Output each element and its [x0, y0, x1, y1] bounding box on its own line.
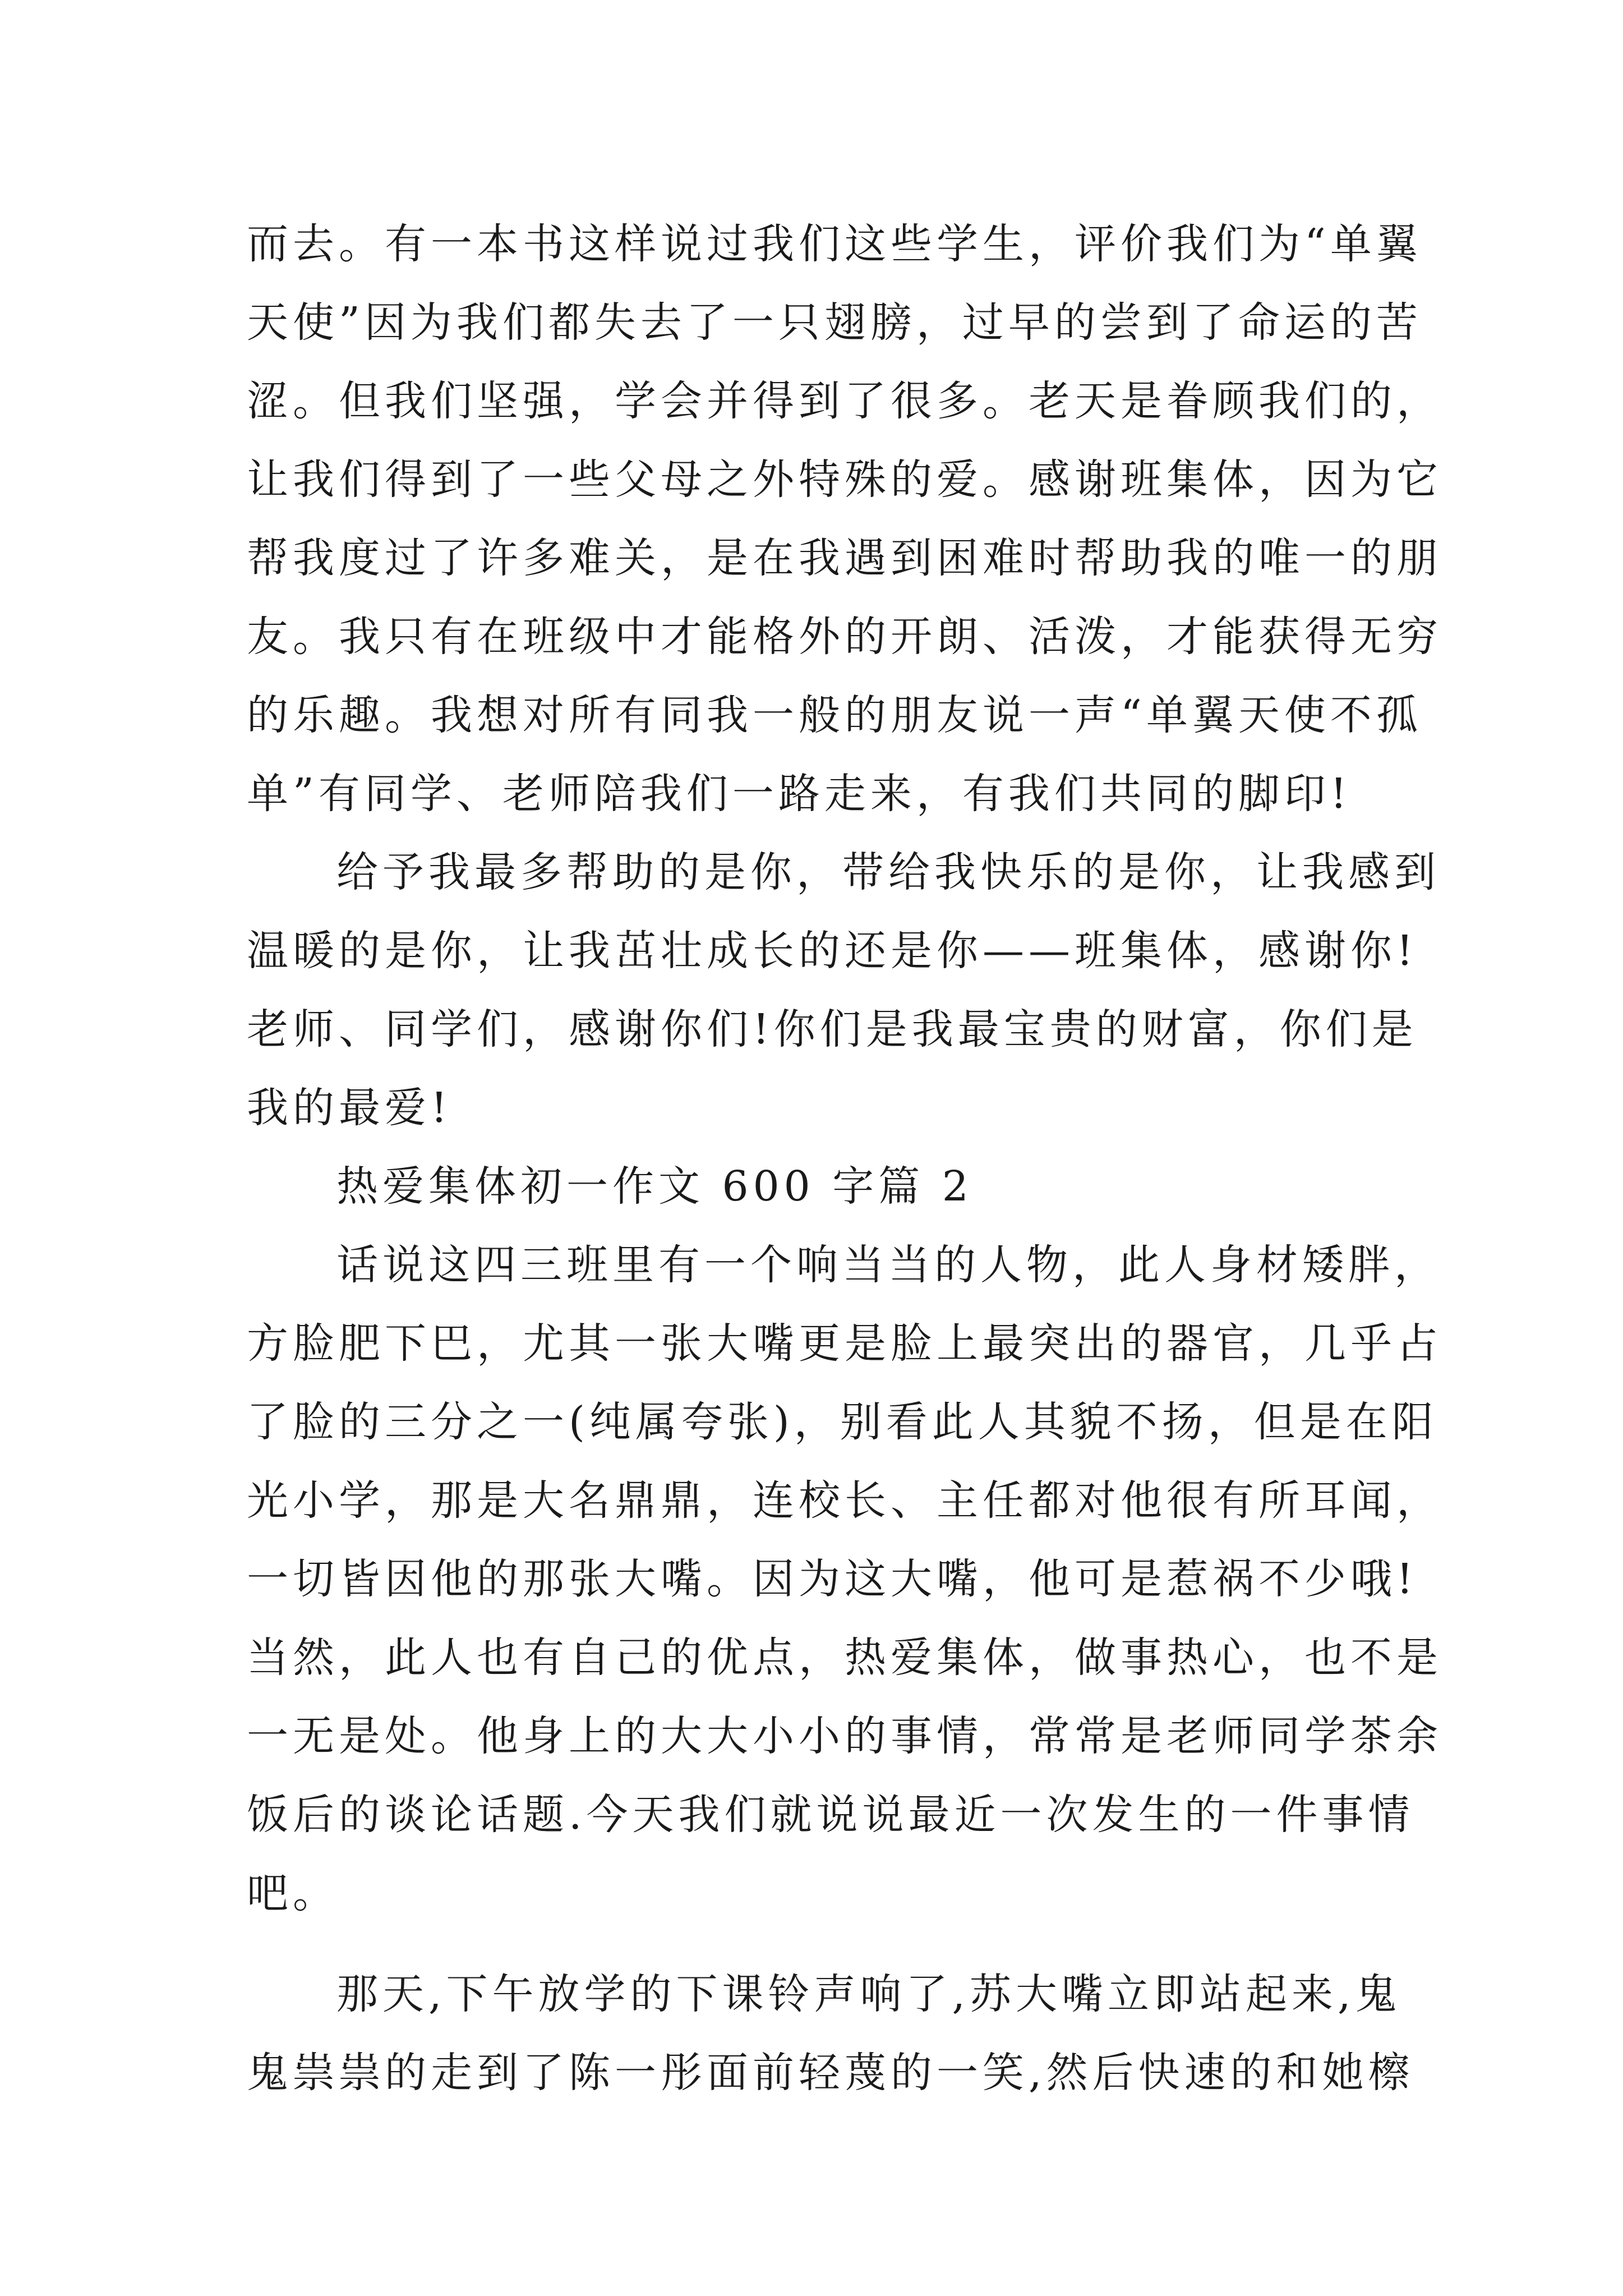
text-line: 鬼祟祟的走到了陈一彤面前轻蔑的一笑,然后快速的和她檫 — [247, 2049, 1414, 2097]
text-line: 帮我度过了许多难关，是在我遇到困难时帮助我的唯一的朋 — [247, 534, 1442, 582]
text-line: 的乐趣。我想对所有同我一般的朋友说一声“单翼天使不孤 — [247, 691, 1422, 739]
text-line: 温暖的是你，让我茁壮成长的还是你——班集体，感谢你! — [247, 927, 1418, 975]
text-line: 我的最爱! — [247, 1084, 452, 1132]
section-heading: 热爱集体初一作文 600 字篇 2 — [336, 1162, 973, 1211]
text-line: 而去。有一本书这样说过我们这些学生，评价我们为“单翼 — [247, 220, 1422, 268]
paragraph-first-line: 给予我最多帮助的是你，带给我快乐的是你，让我感到 — [336, 848, 1440, 896]
text-line: 饭后的谈论话题.今天我们就说说最近一次发生的一件事情 — [247, 1791, 1414, 1839]
text-line: 涩。但我们坚强，学会并得到了很多。老天是眷顾我们的， — [247, 377, 1442, 425]
text-line: 方脸肥下巴，尤其一张大嘴更是脸上最突出的器官，几乎占 — [247, 1319, 1442, 1368]
text-line: 一无是处。他身上的大大小小的事情，常常是老师同学茶余 — [247, 1712, 1442, 1760]
text-line: 单”有同学、老师陪我们一路走来，有我们共同的脚印! — [247, 770, 1352, 818]
text-line: 光小学，那是大名鼎鼎，连校长、主任都对他很有所耳闻， — [247, 1476, 1442, 1525]
text-line: 一切皆因他的那张大嘴。因为这大嘴，他可是惹祸不少哦! — [247, 1555, 1418, 1603]
text-line: 让我们得到了一些父母之外特殊的爱。感谢班集体，因为它 — [247, 455, 1442, 504]
text-line: 了脸的三分之一(纯属夸张)，别看此人其貌不扬，但是在阳 — [247, 1398, 1438, 1446]
text-line: 老师、同学们，感谢你们!你们是我最宝贵的财富，你们是 — [247, 1005, 1418, 1053]
text-line: 友。我只有在班级中才能格外的开朗、活泼，才能获得无穷 — [247, 613, 1442, 661]
text-line: 天使”因为我们都失去了一只翅膀，过早的尝到了命运的苦 — [247, 298, 1422, 347]
paragraph-first-line: 那天,下午放学的下课铃声响了,苏大嘴立即站起来,鬼 — [336, 1970, 1401, 2018]
text-line: 当然，此人也有自己的优点，热爱集体，做事热心，也不是 — [247, 1634, 1442, 1682]
text-line: 吧。 — [247, 1869, 339, 1917]
paragraph-first-line: 话说这四三班里有一个响当当的人物，此人身材矮胖， — [336, 1241, 1440, 1289]
